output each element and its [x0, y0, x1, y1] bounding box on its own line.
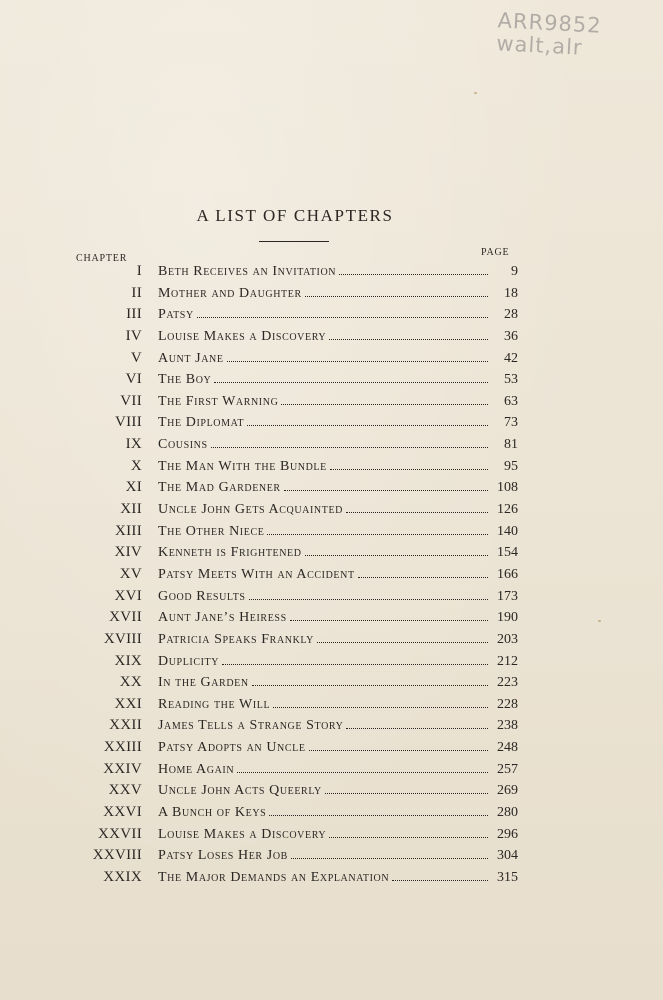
chapter-row [60, 263, 530, 285]
page-number: 81 [504, 437, 518, 453]
chapter-title: Kenneth is Frightened [158, 545, 302, 561]
dot-leader [330, 469, 488, 470]
dot-leader [346, 728, 488, 729]
chapter-entry [158, 697, 518, 713]
chapter-row [60, 544, 530, 566]
chapter-title: James Tells a Strange Story [158, 718, 344, 734]
chapter-title: Beth Receives an Invitation [158, 264, 337, 279]
chapter-number: II [131, 284, 142, 301]
pencil-annotation-line: walt,alr [495, 31, 584, 60]
chapter-number: VII [120, 392, 142, 409]
chapter-row [60, 717, 530, 739]
chapter-entry [158, 610, 518, 626]
dot-leader [273, 707, 488, 708]
chapter-title: Cousins [158, 437, 208, 453]
chapter-entry [158, 827, 518, 843]
chapter-number: XXVII [98, 825, 142, 842]
chapter-row [60, 306, 530, 328]
chapter-entry [158, 870, 518, 886]
dot-leader [237, 772, 488, 773]
chapter-title: Good Results [158, 588, 246, 604]
dot-leader [290, 620, 488, 621]
chapter-row [60, 609, 530, 631]
dot-leader [317, 642, 488, 643]
chapter-number: XI [125, 479, 142, 496]
dot-leader [305, 296, 488, 297]
chapter-number: XII [120, 501, 142, 518]
chapter-entry [158, 848, 518, 864]
dot-leader [211, 447, 488, 448]
chapter-entry [158, 415, 518, 431]
page-number: 173 [497, 588, 518, 604]
chapter-row [60, 631, 530, 653]
chapter-row [60, 501, 530, 523]
chapter-entry [158, 394, 518, 410]
page-number: 18 [504, 285, 518, 301]
chapter-number: XIX [114, 652, 142, 669]
chapter-row [60, 588, 530, 610]
chapter-number: VIII [114, 414, 142, 431]
page-number: 269 [497, 783, 518, 799]
chapter-number: XVI [114, 587, 142, 604]
chapter-number: XVII [109, 609, 142, 626]
page-number: 280 [497, 805, 518, 821]
title-rule [259, 241, 329, 242]
chapter-number: XIV [114, 544, 142, 561]
page-number: 257 [497, 761, 518, 777]
page-number: 203 [497, 631, 518, 647]
page-number: 212 [497, 653, 518, 669]
page-number: 126 [497, 502, 518, 518]
chapter-entry [158, 307, 518, 323]
dot-leader [284, 490, 488, 491]
chapter-entry [158, 762, 518, 778]
chapter-column-label: CHAPTER [76, 253, 128, 264]
chapter-row [60, 393, 530, 415]
chapter-title: Patsy [158, 307, 194, 323]
chapter-title: A Bunch of Keys [158, 805, 267, 821]
chapter-row [60, 371, 530, 393]
chapter-title: The Man With the Bundle [158, 458, 327, 474]
page-number: 296 [497, 826, 518, 842]
chapter-entry [158, 805, 518, 821]
chapter-number: IV [125, 327, 142, 344]
chapter-title: Patricia Speaks Frankly [158, 631, 314, 647]
chapter-title: Mother and Daughter [158, 285, 302, 301]
chapter-number: XXIII [103, 739, 142, 756]
chapter-title: In the Garden [158, 675, 249, 691]
chapter-row [60, 436, 530, 458]
chapter-entry [158, 567, 518, 583]
chapter-entry [158, 480, 518, 496]
page-number: 36 [504, 328, 518, 344]
chapter-entry [158, 675, 518, 691]
chapter-title: Aunt Jane’s Heiress [158, 610, 287, 626]
dot-leader [325, 793, 488, 794]
page-number: 28 [504, 307, 518, 323]
dot-leader [249, 599, 488, 600]
chapter-entry [158, 545, 518, 561]
chapter-title: The Major Demands an Explanation [158, 869, 390, 885]
chapter-number: V [130, 349, 142, 366]
page-number: 190 [497, 610, 518, 626]
chapter-entry [158, 740, 518, 756]
page-number: 166 [497, 566, 518, 582]
chapter-number: XXVIII [92, 847, 142, 864]
dot-leader [291, 858, 488, 859]
dot-leader [247, 425, 488, 426]
chapter-title: Uncle John Gets Acquainted [158, 502, 343, 518]
page-number: 95 [504, 458, 518, 474]
page-number: 223 [497, 675, 518, 691]
chapter-title: Home Again [158, 761, 235, 777]
chapter-title: Reading the Will [158, 696, 271, 712]
chapter-title: The Mad Gardener [158, 480, 281, 496]
chapter-title: Patsy Loses Her Job [158, 848, 288, 864]
page-number: 248 [497, 740, 518, 756]
chapter-entry [158, 654, 518, 670]
chapter-title: The Boy [158, 372, 212, 388]
chapter-entry [158, 286, 518, 302]
chapter-entry [158, 783, 518, 799]
chapter-row [60, 285, 530, 307]
chapter-number: III [126, 306, 142, 323]
chapter-row [60, 847, 530, 869]
chapter-entry [158, 437, 518, 453]
chapter-title: Uncle John Acts Queerly [158, 783, 322, 799]
dot-leader [309, 750, 488, 751]
dot-leader [339, 274, 488, 275]
chapter-entry [158, 632, 518, 648]
page-number: 73 [504, 415, 518, 431]
chapter-row [60, 566, 530, 588]
chapter-row [60, 761, 530, 783]
chapter-number: I [136, 263, 142, 279]
dot-leader [252, 685, 488, 686]
chapter-entry [158, 459, 518, 475]
dot-leader [281, 404, 488, 405]
chapter-entry [158, 329, 518, 345]
chapter-row [60, 739, 530, 761]
table-of-contents [60, 263, 530, 891]
chapter-entry [158, 264, 518, 280]
chapter-row [60, 782, 530, 804]
chapter-number: XXIX [103, 868, 142, 885]
chapter-title: The Other Niece [158, 523, 265, 539]
dot-leader [197, 317, 488, 318]
pencil-annotation-line: ARR9852 [497, 8, 603, 38]
paper-speck [474, 92, 477, 94]
chapter-number: XX [119, 674, 142, 691]
chapter-title: The First Warning [158, 393, 279, 409]
chapter-row [60, 523, 530, 545]
chapter-title: The Diplomat [158, 415, 245, 431]
chapter-entry [158, 372, 518, 388]
chapter-title: Duplicity [158, 653, 220, 669]
page-title: A LIST OF CHAPTERS [196, 206, 394, 225]
chapter-row [60, 458, 530, 480]
chapter-row [60, 696, 530, 718]
page-number: 154 [497, 545, 518, 561]
page-number: 108 [497, 480, 518, 496]
chapter-number: XXI [114, 695, 142, 712]
dot-leader [267, 534, 488, 535]
dot-leader [329, 339, 488, 340]
chapter-row [60, 869, 530, 891]
chapter-number: X [130, 457, 142, 474]
page-number: 53 [504, 372, 518, 388]
chapter-row [60, 653, 530, 675]
page-column-label: PAGE [481, 247, 510, 258]
dot-leader [222, 664, 488, 665]
page-number: 42 [504, 350, 518, 366]
chapter-title: Aunt Jane [158, 350, 224, 366]
dot-leader [214, 382, 488, 383]
dot-leader [329, 837, 488, 838]
chapter-title: Louise Makes a Discovery [158, 328, 327, 344]
page-number: 304 [497, 848, 518, 864]
chapter-row [60, 804, 530, 826]
page-number: 238 [497, 718, 518, 734]
pencil-annotation [496, 9, 602, 60]
chapter-number: XIII [114, 522, 142, 539]
chapter-number: XVIII [103, 630, 142, 647]
chapter-row [60, 350, 530, 372]
chapter-entry [158, 351, 518, 367]
chapter-title: Louise Makes a Discovery [158, 826, 327, 842]
chapter-title: Patsy Adopts an Uncle [158, 740, 306, 756]
chapter-number: XXII [109, 717, 142, 734]
chapter-title: Patsy Meets With an Accident [158, 566, 355, 582]
chapter-entry [158, 502, 518, 518]
page-number: 140 [497, 523, 518, 539]
chapter-entry [158, 718, 518, 734]
page-number: 9 [511, 264, 518, 279]
page-number: 315 [497, 869, 518, 885]
dot-leader [269, 815, 488, 816]
paper-speck [598, 620, 601, 622]
page-number: 228 [497, 696, 518, 712]
dot-leader [346, 512, 488, 513]
dot-leader [227, 361, 488, 362]
chapter-row [60, 826, 530, 848]
chapter-number: XXV [108, 782, 142, 799]
chapter-number: VI [125, 371, 142, 388]
chapter-entry [158, 589, 518, 605]
chapter-number: XV [119, 565, 142, 582]
dot-leader [305, 555, 488, 556]
chapter-row [60, 674, 530, 696]
dot-leader [392, 880, 488, 881]
chapter-entry [158, 524, 518, 540]
chapter-number: XXIV [103, 760, 142, 777]
dot-leader [358, 577, 488, 578]
chapter-number: XXVI [103, 804, 142, 821]
chapter-row [60, 479, 530, 501]
page-number: 63 [504, 393, 518, 409]
chapter-row [60, 328, 530, 350]
chapter-row [60, 414, 530, 436]
chapter-number: IX [125, 436, 142, 453]
